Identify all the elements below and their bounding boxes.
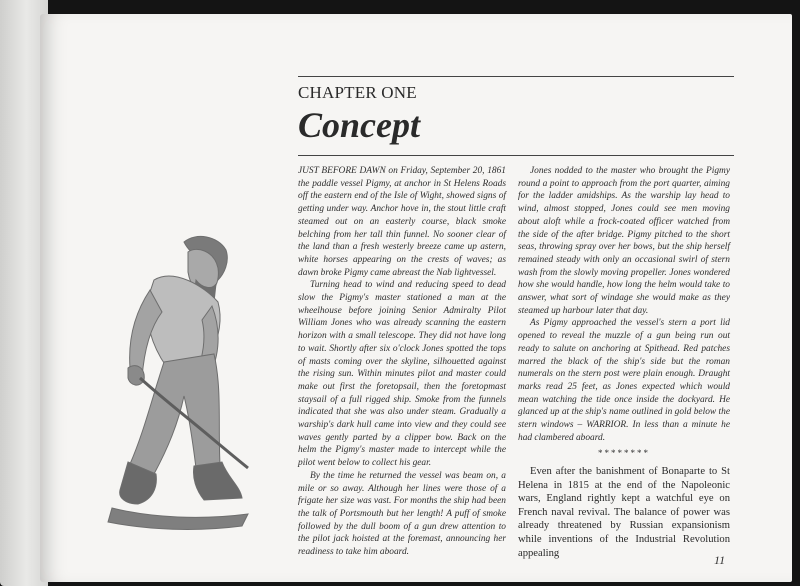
paragraph: Even after the banishment of Bonaparte to St Helena in 1815 at the end of the Napoleonic wars, England rightly kept a watchful eye on French naval revival. The balance of power was already threatened by Russian expansionism while inventions of the Industrial Revolution appealing <box>518 466 730 559</box>
header-rule-top <box>298 76 734 77</box>
paragraph: Turning head to wind and reducing speed to dead slow the Pigmy's master stationed a man at the wheelhouse before joining Senior Admiralty Pilot William Jones who was already scanning the eastern horizon with a small telescope. They did not have long to wait. Shortly after six o'clock Jones spotted the tops of masts coming over the skyline, silhouetted against the rising sun. Within minutes pilot and master could make out first the foretopsail, then the foretopmast staysail of a full rigged ship. Smoke from the funnels indicated that she was also under steam. Gradually a warship's dark hull came into view and they could see waves gently parted by a clipper bow. Back on the helm the Pigmy's master made to intercept while the pilot went below to collect his gear. <box>298 280 506 469</box>
chapter-title: Concept <box>298 105 420 145</box>
right-text-column <box>518 165 730 444</box>
page-number: 11 <box>714 553 726 567</box>
paragraph: As Pigmy approached the vessel's stern a port lid opened to reveal the muzzle of a gun being run out ready to salute on anchoring at Spithead. Red patches marred the black of the ship's side but the roman numerals on the stern post were plain enough. Draught marks read 25 feet, as Jones expected which would mean watching the tide once inside the dockyard. He glanced up at the ship's name outlined in gold below the stern windows – WARRIOR. In less than a minute he had clambered aboard. <box>518 318 730 443</box>
section-separator: ******** <box>598 448 650 458</box>
header-rule-bottom <box>298 155 734 156</box>
figure-shadow <box>108 508 248 529</box>
paragraph: Jones nodded to the master who brought the Pigmy round a point to approach from the port quarter, aiming for the ladder amidships. As the warship lay head to wind, almost stopped, Jones could see men moving about aloft while a frock-coated officer watched from the side of the after bridge. Pigmy pitched to the short seas, throwing spray over her bows, but the ship herself remained steady with only an occasional swirl of stern wash from the slowly moving propeller. Jones wondered how she would handle, how long the helm would take to answer, what sort of windage she would make as they steamed up harbour later that day. <box>518 166 730 316</box>
chapter-label: CHAPTER ONE <box>298 83 417 102</box>
left-text-column <box>298 165 506 559</box>
paragraph: JUST BEFORE DAWN on Friday, September 20, 1861 the paddle vessel Pigmy, at anchor in St Helens Roads off the eastern end of the Isle of Wight, showed signs of getting under way. Anchor hove in, the stout little craft steamed out on an easterly course, black smoke belching from her tall thin funnel. No sooner clear of the land than a fresh westerly breeze came up astern, white horses appearing on the crests of waves; as dawn broke Pigmy came abreast the Nab lightvessel. <box>298 166 506 278</box>
figure-boots <box>120 462 242 504</box>
roman-text-block <box>518 465 730 560</box>
figure-illustration <box>92 228 252 538</box>
paragraph: By the time he returned the vessel was beam on, a mile or so away. Although her lines were those of a frigate her size was vast. For months the ship had been the talk of Portsmouth but her length! A puff of smoke followed by the dull boom of a gun drew attention to the pilot jack hoisted at the foremast, announcing her readiness to take him aboard. <box>298 470 506 558</box>
